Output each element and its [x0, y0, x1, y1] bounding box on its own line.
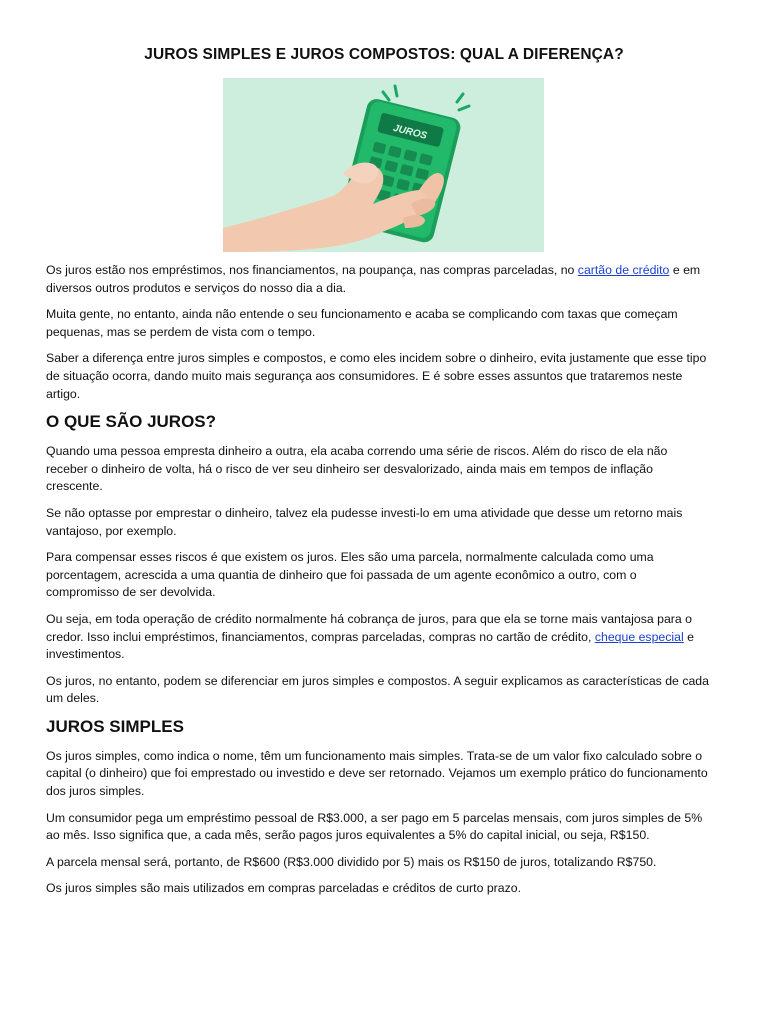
overdraft-link[interactable]: cheque especial [594, 629, 684, 644]
calculator-illustration [223, 78, 544, 252]
section1-paragraph-5: Os juros, no entanto, podem se diferenciar em juros simples e compostos. A seguir explicamos as características de cada um deles. [46, 673, 709, 706]
section1-paragraph-2: Se não optasse por emprestar o dinheiro, talvez ela pudesse investi-lo em uma atividade que desse um retorno mais vantajoso, por exemplo. [46, 505, 683, 538]
section2-paragraph-4: Os juros simples são mais utilizados em compras parceladas e créditos de curto prazo. [46, 881, 521, 896]
section1-paragraph-1: Quando uma pessoa empresta dinheiro a outra, ela acaba correndo uma série de riscos. Além do risco de ela não receber o dinheiro de volta, há o risco de ver seu dinheiro ser desvalorizado, ainda mais em tempos de inflação crescente. [46, 444, 668, 494]
section2-paragraph-1: Os juros simples, como indica o nome, têm um funcionamento mais simples. Trata-se de um valor fixo calculado sobre o capital (o dinheiro) que foi emprestado ou investido e deve ser retornado. Vejamos um exemplo prático do funcionamento dos juros simples. [46, 748, 708, 799]
section2-paragraph-2: Um consumidor pega um empréstimo pessoal de R$3.000, a ser pago em 5 parcelas mensais, com juros simples de 5% ao mês. Isso significa que, a cada mês, serão pagos juros equivalentes a 5% do capital inicial, ou seja, R$150. [46, 810, 703, 843]
section-heading-simple-interest: JUROS SIMPLES [46, 716, 184, 736]
intro-paragraph-3: Saber a diferença entre juros simples e compostos, e como eles incidem sobre o dinheiro, evita justamente que esse tipo de situação ocorra, dando muito mais segurança aos consumidores. E é sobre esses assuntos que trataremos neste artigo. [46, 351, 707, 401]
article-body [46, 262, 712, 907]
section2-paragraph-3: A parcela mensal será, portanto, de R$600 (R$3.000 dividido por 5) mais os R$150 de juros, totalizando R$750. [46, 854, 657, 869]
calculator-hand-image [223, 78, 544, 252]
section1-paragraph-3: Para compensar esses riscos é que existem os juros. Eles são uma parcela, normalmente calculada como uma porcentagem, acrescida a uma quantia de dinheiro que foi passada de um agente econômico a outro, com o compromisso de ser devolvida. [46, 550, 654, 600]
intro-paragraph-2: Muita gente, no entanto, ainda não entende o seu funcionamento e acaba se complicando com taxas que começam pequenas, mas se perdem de vista com o tempo. [46, 307, 678, 339]
section1-paragraph-4: Ou seja, em toda operação de crédito normalmente há cobrança de juros, para que ela se torne mais vantajosa para o credor. Isso inclui empréstimos, financiamentos, compras parceladas, compras no cartão de crédito, cheque especial e investimentos. [46, 611, 694, 662]
credit-card-link[interactable]: cartão de crédito [577, 263, 670, 277]
section-heading-what-is-interest: O QUE SÃO JUROS? [46, 412, 217, 432]
calculator-label: JUROS [391, 122, 429, 142]
page-title: JUROS SIMPLES E JUROS COMPOSTOS: QUAL A DIFERENÇA? [144, 46, 624, 63]
intro-paragraph-1: Os juros estão nos empréstimos, nos financiamentos, na poupança, nas compras parceladas, no cartão de crédito e em diversos outros produtos e serviços do nosso dia a dia. [46, 263, 701, 295]
